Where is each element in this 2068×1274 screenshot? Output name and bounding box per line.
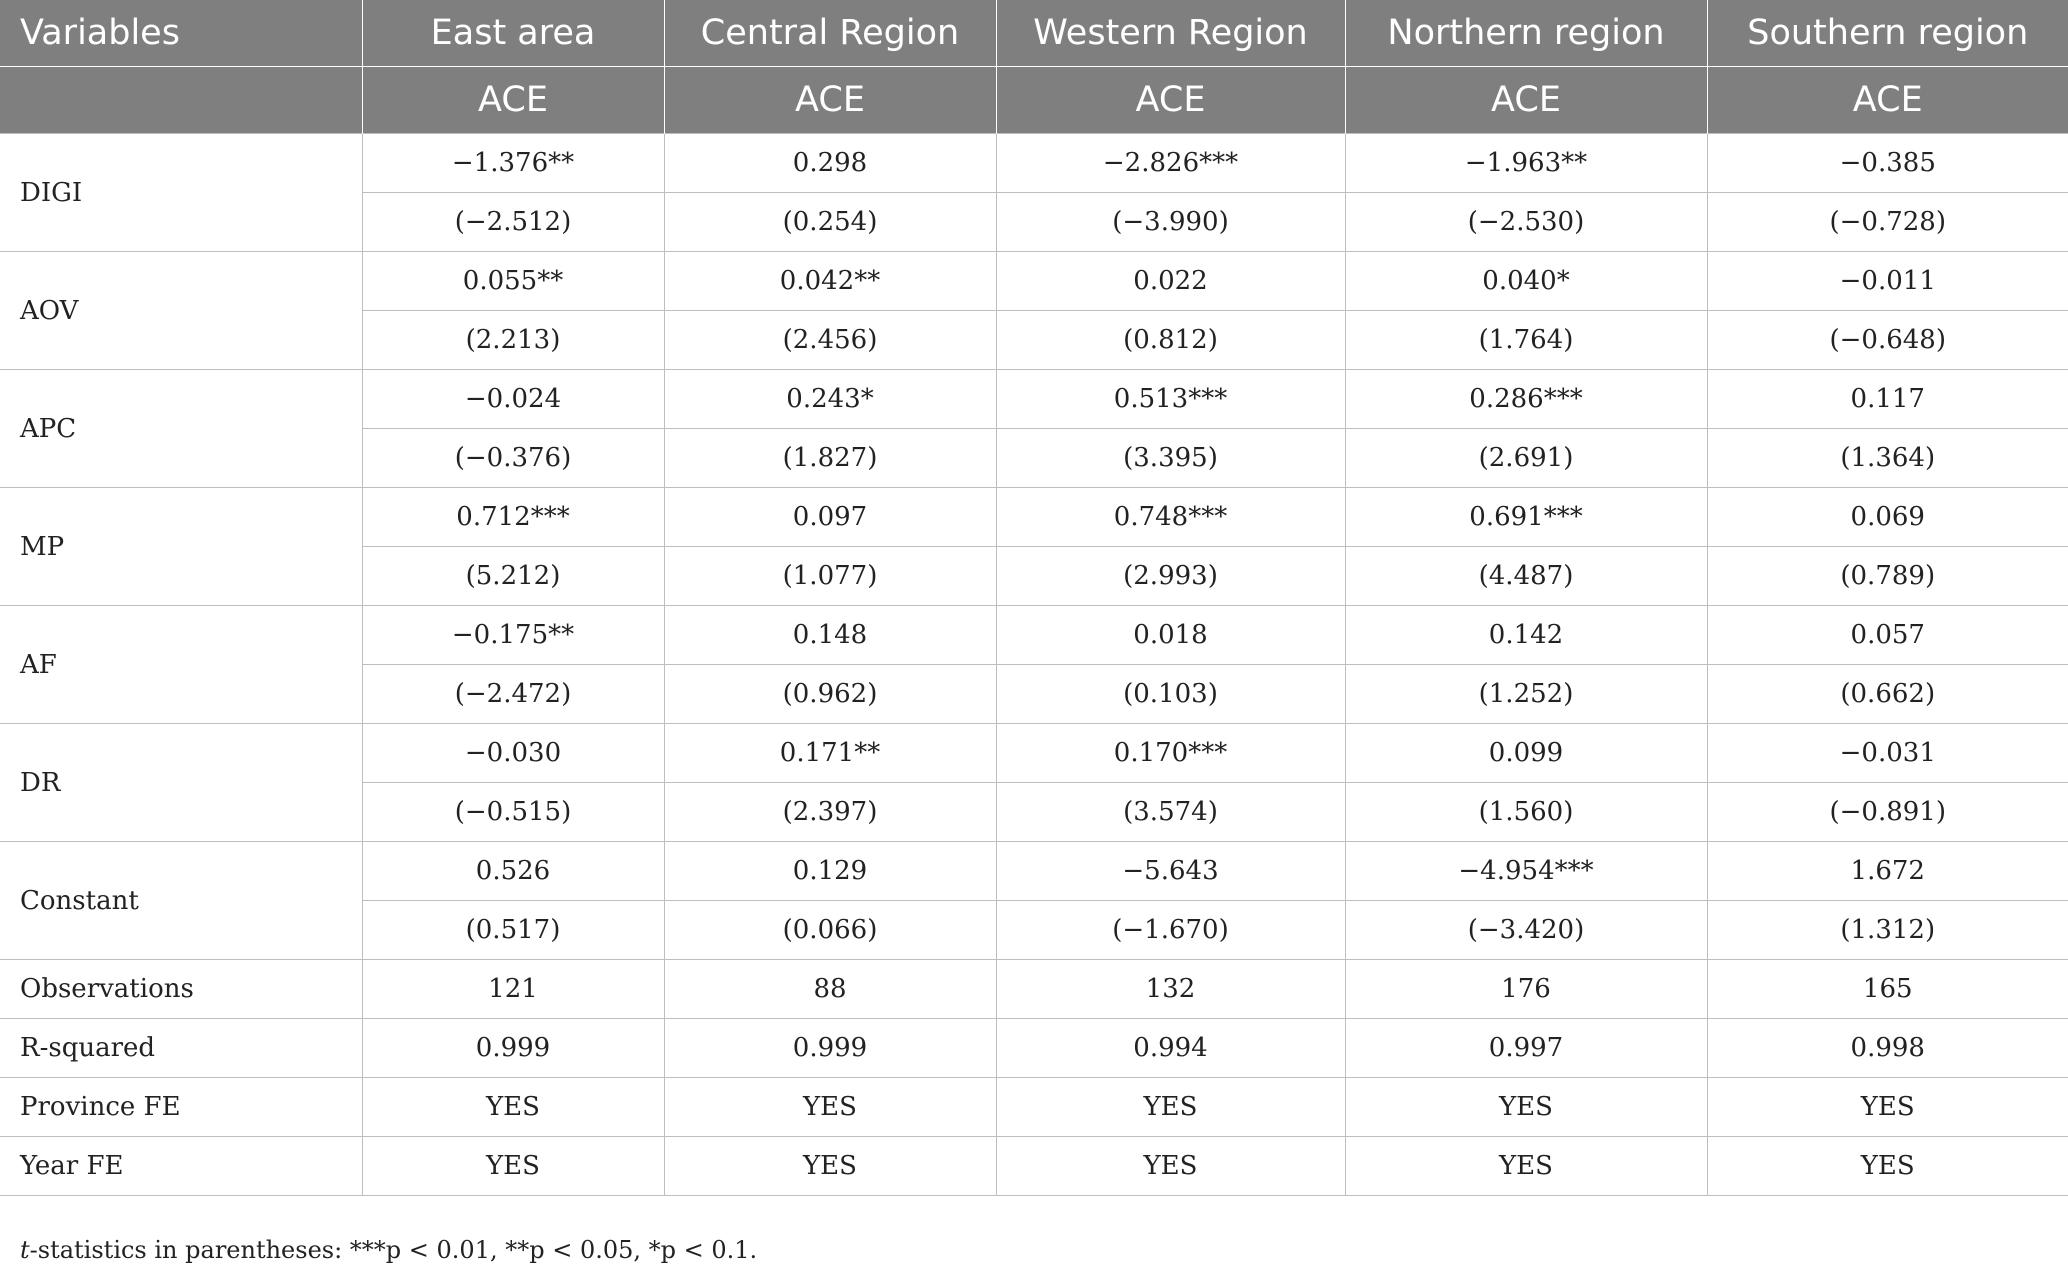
header-region: Southern region <box>1707 0 2068 67</box>
stat-cell: 0.994 <box>996 1019 1345 1078</box>
stat-cell: YES <box>664 1137 996 1196</box>
coefficient-cell: 0.243* <box>664 370 996 429</box>
coefficient-cell: 0.069 <box>1707 488 2068 547</box>
row-label: AOV <box>0 252 362 370</box>
coefficient-cell: 0.691*** <box>1345 488 1707 547</box>
table-row-stat <box>0 1137 2068 1196</box>
coefficient-cell: 0.298 <box>664 134 996 193</box>
header-region: Western Region <box>996 0 1345 67</box>
t-statistic-cell: (−2.512) <box>362 193 664 252</box>
t-statistic-cell: (5.212) <box>362 547 664 606</box>
row-label: APC <box>0 370 362 488</box>
stat-cell: YES <box>1707 1137 2068 1196</box>
t-statistic-cell: (3.574) <box>996 783 1345 842</box>
table-row-coefficient <box>0 370 2068 429</box>
stat-cell: 165 <box>1707 960 2068 1019</box>
row-label: R-squared <box>0 1019 362 1078</box>
header-dependent: ACE <box>362 67 664 134</box>
t-statistic-cell: (0.066) <box>664 901 996 960</box>
coefficient-cell: −5.643 <box>996 842 1345 901</box>
coefficient-cell: −0.385 <box>1707 134 2068 193</box>
table-row-coefficient <box>0 724 2068 783</box>
header-variables: Variables <box>0 0 362 67</box>
t-statistic-cell: (−2.530) <box>1345 193 1707 252</box>
table-row-stat <box>0 1019 2068 1078</box>
t-statistic-cell: (−1.670) <box>996 901 1345 960</box>
coefficient-cell: 0.097 <box>664 488 996 547</box>
t-statistic-cell: (−0.648) <box>1707 311 2068 370</box>
t-statistic-cell: (4.487) <box>1345 547 1707 606</box>
stat-cell: 88 <box>664 960 996 1019</box>
coefficient-cell: −0.024 <box>362 370 664 429</box>
coefficient-cell: −0.030 <box>362 724 664 783</box>
t-statistic-cell: (2.397) <box>664 783 996 842</box>
coefficient-cell: 0.117 <box>1707 370 2068 429</box>
t-statistic-cell: (−0.728) <box>1707 193 2068 252</box>
stat-cell: YES <box>1345 1078 1707 1137</box>
coefficient-cell: −1.376** <box>362 134 664 193</box>
stat-cell: 0.999 <box>664 1019 996 1078</box>
stat-cell: YES <box>1345 1137 1707 1196</box>
header-dependent: ACE <box>664 67 996 134</box>
header-region: Central Region <box>664 0 996 67</box>
t-statistic-cell: (0.517) <box>362 901 664 960</box>
t-statistic-cell: (0.662) <box>1707 665 2068 724</box>
stat-cell: 0.998 <box>1707 1019 2068 1078</box>
stat-cell: YES <box>996 1078 1345 1137</box>
coefficient-cell: 0.286*** <box>1345 370 1707 429</box>
t-statistic-cell: (0.812) <box>996 311 1345 370</box>
t-statistic-cell: (−3.420) <box>1345 901 1707 960</box>
coefficient-cell: 0.148 <box>664 606 996 665</box>
t-statistic-cell: (−0.515) <box>362 783 664 842</box>
coefficient-cell: 0.526 <box>362 842 664 901</box>
table-row-coefficient <box>0 252 2068 311</box>
t-statistic-cell: (1.252) <box>1345 665 1707 724</box>
coefficient-cell: 0.022 <box>996 252 1345 311</box>
stat-cell: 132 <box>996 960 1345 1019</box>
row-label: AF <box>0 606 362 724</box>
header-region: Northern region <box>1345 0 1707 67</box>
stat-cell: YES <box>996 1137 1345 1196</box>
header-row-regions <box>0 0 2068 67</box>
coefficient-cell: 0.042** <box>664 252 996 311</box>
stat-cell: 0.997 <box>1345 1019 1707 1078</box>
table-body <box>0 134 2068 1196</box>
t-statistic-cell: (2.213) <box>362 311 664 370</box>
coefficient-cell: 0.040* <box>1345 252 1707 311</box>
t-statistic-cell: (2.456) <box>664 311 996 370</box>
t-statistic-cell: (0.254) <box>664 193 996 252</box>
t-statistic-cell: (2.993) <box>996 547 1345 606</box>
coefficient-cell: 0.142 <box>1345 606 1707 665</box>
table-header <box>0 0 2068 134</box>
table-row-stat <box>0 960 2068 1019</box>
header-region: East area <box>362 0 664 67</box>
header-empty <box>0 67 362 134</box>
t-statistic-cell: (−2.472) <box>362 665 664 724</box>
row-label: Province FE <box>0 1078 362 1137</box>
table-row-stat <box>0 1078 2068 1137</box>
row-label: Observations <box>0 960 362 1019</box>
coefficient-cell: 0.748*** <box>996 488 1345 547</box>
t-statistic-cell: (−0.891) <box>1707 783 2068 842</box>
t-statistic-cell: (1.364) <box>1707 429 2068 488</box>
coefficient-cell: −0.175** <box>362 606 664 665</box>
stat-cell: YES <box>1707 1078 2068 1137</box>
coefficient-cell: −2.826*** <box>996 134 1345 193</box>
t-statistic-cell: (0.789) <box>1707 547 2068 606</box>
row-label: DIGI <box>0 134 362 252</box>
coefficient-cell: −0.031 <box>1707 724 2068 783</box>
coefficient-cell: −4.954*** <box>1345 842 1707 901</box>
t-statistic-cell: (1.827) <box>664 429 996 488</box>
stat-cell: 0.999 <box>362 1019 664 1078</box>
coefficient-cell: 0.712*** <box>362 488 664 547</box>
coefficient-cell: −1.963** <box>1345 134 1707 193</box>
t-statistic-cell: (3.395) <box>996 429 1345 488</box>
header-dependent: ACE <box>996 67 1345 134</box>
stat-cell: 176 <box>1345 960 1707 1019</box>
t-statistic-cell: (1.764) <box>1345 311 1707 370</box>
stat-cell: 121 <box>362 960 664 1019</box>
coefficient-cell: 0.129 <box>664 842 996 901</box>
t-statistic-cell: (1.560) <box>1345 783 1707 842</box>
coefficient-cell: 0.057 <box>1707 606 2068 665</box>
t-statistic-cell: (0.103) <box>996 665 1345 724</box>
t-statistic-cell: (1.077) <box>664 547 996 606</box>
t-statistic-cell: (2.691) <box>1345 429 1707 488</box>
header-row-dependent <box>0 67 2068 134</box>
coefficient-cell: 0.513*** <box>996 370 1345 429</box>
row-label: Constant <box>0 842 362 960</box>
t-statistic-cell: (−3.990) <box>996 193 1345 252</box>
row-label: MP <box>0 488 362 606</box>
stat-cell: YES <box>362 1078 664 1137</box>
t-statistic-cell: (1.312) <box>1707 901 2068 960</box>
table-row-coefficient <box>0 488 2068 547</box>
row-label: DR <box>0 724 362 842</box>
header-dependent: ACE <box>1345 67 1707 134</box>
footnote-text: -statistics in parentheses: ***p < 0.01, **p < 0.05, *p < 0.1. <box>29 1236 758 1264</box>
row-label: Year FE <box>0 1137 362 1196</box>
table-row-coefficient <box>0 842 2068 901</box>
header-dependent: ACE <box>1707 67 2068 134</box>
t-statistic-cell: (−0.376) <box>362 429 664 488</box>
table-row-coefficient <box>0 134 2068 193</box>
coefficient-cell: −0.011 <box>1707 252 2068 311</box>
coefficient-cell: 0.055** <box>362 252 664 311</box>
coefficient-cell: 0.018 <box>996 606 1345 665</box>
coefficient-cell: 1.672 <box>1707 842 2068 901</box>
coefficient-cell: 0.099 <box>1345 724 1707 783</box>
stat-cell: YES <box>362 1137 664 1196</box>
table-footnote <box>20 1236 757 1264</box>
stat-cell: YES <box>664 1078 996 1137</box>
t-statistic-cell: (0.962) <box>664 665 996 724</box>
table-row-coefficient <box>0 606 2068 665</box>
footnote-lead: t <box>20 1236 30 1264</box>
coefficient-cell: 0.171** <box>664 724 996 783</box>
coefficient-cell: 0.170*** <box>996 724 1345 783</box>
